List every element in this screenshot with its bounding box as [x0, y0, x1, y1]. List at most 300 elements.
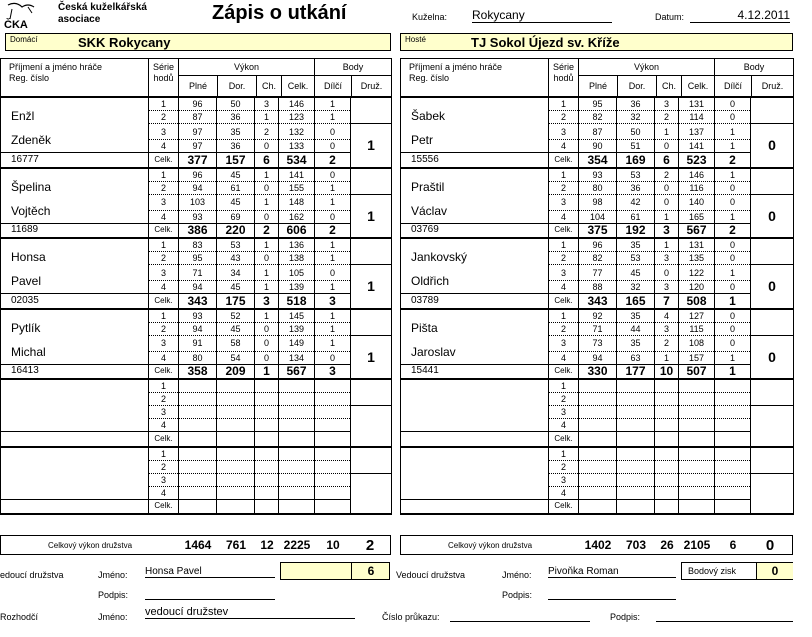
plne-header: Plné: [588, 81, 607, 91]
ch-value: [655, 406, 679, 419]
dilci-value: 0: [315, 140, 351, 153]
total-dilci: [715, 432, 751, 447]
druz-spacer: [351, 97, 392, 111]
player-total-row: [401, 364, 794, 379]
total-label: Celk.: [549, 432, 579, 447]
total-label: Celk.: [149, 223, 179, 238]
home-points: 6: [351, 563, 390, 579]
series-number: 2: [149, 460, 179, 473]
celk-value: 131: [679, 238, 715, 252]
player-total-row: [401, 223, 794, 238]
druz-spacer: [751, 322, 794, 335]
player-name: [401, 168, 549, 224]
total-ch: [655, 499, 679, 514]
total-dor: 169: [617, 153, 655, 168]
dilci-value: 0: [715, 238, 751, 252]
total-label: Celk.: [149, 364, 179, 379]
plne-value: 87: [579, 124, 617, 140]
series-number: 4: [549, 140, 579, 153]
celk-header: Celk.: [281, 76, 314, 96]
druz-spacer: [351, 238, 392, 252]
druz-spacer: [751, 309, 794, 323]
celk-value: 123: [279, 111, 315, 124]
ch-value: 0: [655, 140, 679, 153]
plne-value: 95: [579, 97, 617, 111]
celk-value: 136: [279, 238, 315, 252]
series-number: 2: [149, 252, 179, 265]
dilci-value: [715, 379, 751, 393]
total-label: Celk.: [149, 499, 179, 514]
license-line[interactable]: [450, 620, 590, 622]
celk-value: 155: [279, 181, 315, 194]
name-column-header: [401, 59, 549, 98]
plne-header: Plné: [188, 81, 207, 91]
dor-value: 61: [617, 210, 655, 223]
ch-value: 1: [255, 194, 279, 210]
celk-value: [679, 393, 715, 406]
player-first-name: Špelina: [11, 179, 52, 194]
celk-value: [279, 486, 315, 499]
player-name: [401, 97, 549, 153]
name-header-line1: Příjmení a jméno hráče: [9, 62, 103, 72]
player-name: [1, 379, 149, 432]
name-header-line2: Reg. číslo: [409, 73, 450, 83]
dor-value: 32: [617, 281, 655, 294]
celk-value: 165: [679, 210, 715, 223]
ch-value: 1: [655, 351, 679, 364]
plne-value: 88: [579, 281, 617, 294]
total-dilci: 3: [315, 294, 351, 309]
player-last-name: Václav: [411, 203, 448, 218]
home-team-name: SKK Rokycany: [78, 35, 171, 50]
plne-value: 73: [579, 335, 617, 351]
series-number: 2: [549, 181, 579, 194]
celk-value: [679, 473, 715, 486]
series-number: 3: [149, 265, 179, 281]
home-points-box: [280, 562, 390, 580]
series-number: 3: [149, 335, 179, 351]
referee-name-label: Jméno:: [98, 612, 128, 622]
total-dor: 177: [617, 364, 655, 379]
total-dor: [217, 432, 255, 447]
guest-name-label: Jméno:: [502, 570, 532, 580]
dor-value: 34: [217, 265, 255, 281]
series-number: 2: [149, 322, 179, 335]
plne-value: 94: [179, 322, 217, 335]
dilci-value: 1: [315, 111, 351, 124]
venue-label: Kuželna:: [412, 12, 448, 22]
ch-value: 0: [255, 351, 279, 364]
home-score-table: [0, 58, 392, 515]
dilci-value: 1: [715, 210, 751, 223]
player-first-name: Honsa: [11, 250, 46, 264]
series-number: 2: [549, 460, 579, 473]
player-name: [1, 238, 149, 294]
series-header-line2: hodů: [153, 73, 174, 83]
license-label: Číslo průkazu:: [382, 612, 440, 622]
dilci-value: 1: [715, 351, 751, 364]
druz-spacer: [351, 168, 392, 182]
plne-value: 83: [179, 238, 217, 252]
total-dilci: 2: [315, 223, 351, 238]
total-dilci: [715, 499, 751, 514]
dilci-value: 0: [315, 265, 351, 281]
celk-value: [279, 379, 315, 393]
total-dilci: 2: [715, 153, 751, 168]
celk-value: [279, 393, 315, 406]
player-reg-number: [1, 432, 149, 447]
plne-value: [179, 393, 217, 406]
series-number: 3: [549, 124, 579, 140]
plne-value: [179, 486, 217, 499]
druz-spacer: [351, 181, 392, 194]
home-sign-line[interactable]: [145, 598, 275, 600]
home-leader-label: edoucí družstva: [0, 570, 64, 580]
dilci-value: 1: [315, 335, 351, 351]
player-name: [1, 309, 149, 365]
plne-value: 93: [579, 168, 617, 182]
druz-spacer: [751, 393, 794, 406]
druz-spacer: [351, 379, 392, 393]
player-total-row: [1, 294, 392, 309]
series-number: 3: [149, 194, 179, 210]
dor-value: 36: [617, 97, 655, 111]
ch-value: [255, 419, 279, 432]
plne-value: [579, 486, 617, 499]
total-plne: 358: [179, 364, 217, 379]
ch-value: [655, 393, 679, 406]
player-reg-number: 15441: [401, 364, 549, 379]
dilci-value: 1: [715, 124, 751, 140]
celk-value: 135: [679, 252, 715, 265]
druz-spacer: [751, 97, 794, 111]
dilci-value: [315, 379, 351, 393]
celk-value: [679, 486, 715, 499]
guest-sign-label: Podpis:: [502, 590, 533, 600]
ch-value: 0: [255, 335, 279, 351]
series-number: 2: [549, 111, 579, 124]
total-dor: [617, 432, 655, 447]
celk-value: [279, 460, 315, 473]
dor-value: [617, 473, 655, 486]
referee-name: vedoucí družstev: [145, 606, 355, 619]
vykon-column-header: [579, 59, 715, 98]
referee-sign-line[interactable]: [656, 620, 793, 622]
dor-value: [617, 406, 655, 419]
dilci-value: 0: [715, 111, 751, 124]
celk-value: 149: [279, 335, 315, 351]
series-row: [401, 97, 794, 111]
ch-value: [255, 473, 279, 486]
guest-team-name: TJ Sokol Újezd sv. Kříže: [471, 35, 620, 50]
celk-value: 114: [679, 111, 715, 124]
dor-value: [617, 419, 655, 432]
celk-value: 146: [679, 168, 715, 182]
total-plne: 386: [179, 223, 217, 238]
druz-spacer: [751, 379, 794, 393]
plne-value: 95: [179, 252, 217, 265]
total-plne: [579, 499, 617, 514]
dilci-value: 0: [315, 210, 351, 223]
ch-value: [655, 379, 679, 393]
ch-value: 3: [655, 97, 679, 111]
dilci-value: 1: [315, 281, 351, 294]
player-last-name: Petr: [411, 133, 434, 147]
series-number: 4: [149, 210, 179, 223]
guest-leader-name: Pivoňka Roman: [548, 566, 676, 578]
series-number: 2: [549, 252, 579, 265]
date-label: Datum:: [655, 12, 685, 22]
total-plne: 377: [179, 153, 217, 168]
ch-value: [255, 447, 279, 461]
celk-value: 131: [679, 97, 715, 111]
ch-value: [655, 460, 679, 473]
series-number: 4: [149, 351, 179, 364]
total-celk: 507: [679, 364, 715, 379]
player-name: [401, 379, 549, 432]
plne-value: 92: [579, 309, 617, 323]
dor-value: 53: [617, 168, 655, 182]
total-ch: 3: [255, 294, 279, 309]
ch-value: 0: [655, 265, 679, 281]
ch-value: 2: [255, 124, 279, 140]
plne-value: 82: [579, 252, 617, 265]
player-last-name: Michal: [11, 344, 46, 359]
dor-value: 42: [617, 194, 655, 210]
series-row: [1, 238, 392, 252]
ch-value: 2: [655, 168, 679, 182]
series-row: [1, 97, 392, 111]
dilci-value: [315, 393, 351, 406]
plne-value: 91: [179, 335, 217, 351]
total-dor: [217, 499, 255, 514]
series-row: [1, 309, 392, 323]
dor-header: Dor.: [217, 76, 256, 96]
guest-sum-celk: 2105: [683, 538, 711, 552]
series-number: 1: [149, 168, 179, 182]
dilci-value: 0: [715, 335, 751, 351]
guest-sign-line[interactable]: [548, 598, 676, 600]
plne-value: 93: [179, 210, 217, 223]
total-plne: [179, 499, 217, 514]
series-number: 4: [149, 419, 179, 432]
ch-value: 1: [255, 238, 279, 252]
vykon-label: Výkon: [179, 59, 314, 76]
series-number: 3: [149, 406, 179, 419]
home-sum-celk: 2225: [283, 538, 311, 552]
dilci-value: 1: [715, 168, 751, 182]
total-dilci: 2: [715, 223, 751, 238]
total-label: Celk.: [549, 364, 579, 379]
dor-header: Dor.: [617, 76, 656, 96]
total-ch: [655, 432, 679, 447]
player-name: [401, 238, 549, 294]
dor-value: 43: [217, 252, 255, 265]
player-name: [401, 447, 549, 500]
ch-value: 0: [655, 194, 679, 210]
celk-value: 141: [279, 168, 315, 182]
name-header-line1: Příjmení a jméno hráče: [409, 62, 503, 72]
player-name: [1, 447, 149, 500]
home-leader-name: Honsa Pavel: [145, 566, 275, 578]
vykon-label: Výkon: [579, 59, 714, 76]
celk-value: 148: [279, 194, 315, 210]
dilci-value: 1: [715, 265, 751, 281]
total-dilci: [315, 432, 351, 447]
druz-spacer: [751, 447, 794, 461]
plne-value: [179, 406, 217, 419]
team-point: 0: [751, 124, 794, 168]
dilci-value: [315, 486, 351, 499]
ch-value: [255, 393, 279, 406]
home-team-bar: [5, 33, 391, 51]
plne-value: [179, 379, 217, 393]
player-last-name: Vojtěch: [11, 203, 51, 218]
ch-value: 0: [255, 181, 279, 194]
plne-value: 80: [179, 351, 217, 364]
series-number: 3: [149, 473, 179, 486]
ch-value: 0: [655, 181, 679, 194]
player-last-name: Zdeněk: [11, 133, 52, 147]
ch-value: 1: [255, 281, 279, 294]
ch-value: 1: [255, 111, 279, 124]
series-number: 1: [549, 168, 579, 182]
dor-value: 51: [617, 140, 655, 153]
dilci-value: [715, 460, 751, 473]
player-reg-number: 03789: [401, 294, 549, 309]
plne-value: [579, 460, 617, 473]
celk-value: [279, 473, 315, 486]
total-dor: 157: [217, 153, 255, 168]
celk-value: 137: [679, 124, 715, 140]
plne-value: [579, 473, 617, 486]
celk-value: 146: [279, 97, 315, 111]
series-number: 1: [549, 379, 579, 393]
player-first-name: Enžl: [11, 109, 35, 123]
plne-value: [579, 419, 617, 432]
total-celk: 534: [279, 153, 315, 168]
series-number: 4: [549, 281, 579, 294]
dilci-header: Dílčí: [324, 81, 343, 91]
ch-value: 0: [255, 140, 279, 153]
series-number: 1: [549, 238, 579, 252]
total-plne: [579, 432, 617, 447]
team-point: [751, 473, 794, 514]
druz-header: Druž.: [351, 76, 391, 96]
dor-value: [217, 379, 255, 393]
dor-value: [617, 460, 655, 473]
dilci-value: 0: [315, 168, 351, 182]
player-first-name: Praštil: [411, 179, 445, 194]
dor-value: [217, 473, 255, 486]
ch-value: 4: [655, 309, 679, 323]
dilci-value: [715, 473, 751, 486]
series-row: [401, 447, 794, 461]
player-reg-number: 16413: [1, 364, 149, 379]
dor-value: 45: [217, 168, 255, 182]
dilci-value: 1: [315, 322, 351, 335]
team-point: 0: [751, 194, 794, 238]
plne-value: 97: [179, 124, 217, 140]
druz-spacer: [351, 309, 392, 323]
player-total-row: [401, 153, 794, 168]
name-header-line2: Reg. číslo: [9, 73, 50, 83]
body-zisk-box: [681, 562, 793, 580]
dilci-value: 0: [715, 309, 751, 323]
plne-value: 96: [579, 238, 617, 252]
series-column-header: [549, 59, 579, 98]
series-number: 4: [549, 419, 579, 432]
cka-logo: [2, 1, 44, 31]
celk-value: [679, 460, 715, 473]
svg-text:ČKA: ČKA: [4, 19, 28, 31]
dor-value: 50: [617, 124, 655, 140]
series-number: 4: [149, 140, 179, 153]
series-number: 2: [149, 111, 179, 124]
plne-value: [179, 447, 217, 461]
plne-value: [179, 419, 217, 432]
plne-value: [179, 473, 217, 486]
dilci-value: 0: [715, 181, 751, 194]
celk-value: 157: [679, 351, 715, 364]
dor-value: 36: [617, 181, 655, 194]
plne-value: 90: [579, 140, 617, 153]
player-last-name: Jaroslav: [411, 344, 456, 359]
dilci-value: 0: [715, 281, 751, 294]
total-ch: [255, 499, 279, 514]
total-dor: [617, 499, 655, 514]
total-dor: 165: [617, 294, 655, 309]
dor-value: 36: [217, 140, 255, 153]
dor-value: 35: [617, 335, 655, 351]
player-total-row: [1, 364, 392, 379]
dilci-value: [315, 473, 351, 486]
home-sum-druz: 2: [365, 536, 375, 554]
player-reg-number: 03769: [401, 223, 549, 238]
association-name: Česká kuželkářská asociace: [58, 2, 147, 25]
celk-value: 145: [279, 309, 315, 323]
celk-value: 139: [279, 281, 315, 294]
home-summary: [0, 535, 391, 555]
series-number: 3: [549, 473, 579, 486]
dilci-value: [715, 393, 751, 406]
team-point: [351, 406, 392, 447]
total-dor: 220: [217, 223, 255, 238]
ch-value: 0: [255, 210, 279, 223]
druz-spacer: [351, 322, 392, 335]
celk-value: 108: [679, 335, 715, 351]
dor-value: 45: [217, 281, 255, 294]
series-number: 4: [549, 351, 579, 364]
plne-value: 93: [179, 309, 217, 323]
plne-value: 71: [579, 322, 617, 335]
total-plne: 343: [579, 294, 617, 309]
plne-value: [579, 447, 617, 461]
series-row: [401, 379, 794, 393]
column-header-row: [401, 59, 794, 98]
celk-value: 133: [279, 140, 315, 153]
player-reg-number: 02035: [1, 294, 149, 309]
dor-value: 53: [217, 238, 255, 252]
celk-value: 132: [279, 124, 315, 140]
home-label: Domácí: [10, 35, 38, 44]
guest-sum-plne: 1402: [584, 538, 612, 552]
total-label: Celk.: [149, 153, 179, 168]
total-label: Celk.: [149, 432, 179, 447]
body-label: Body: [715, 59, 793, 76]
series-number: 4: [149, 486, 179, 499]
total-celk: 606: [279, 223, 315, 238]
